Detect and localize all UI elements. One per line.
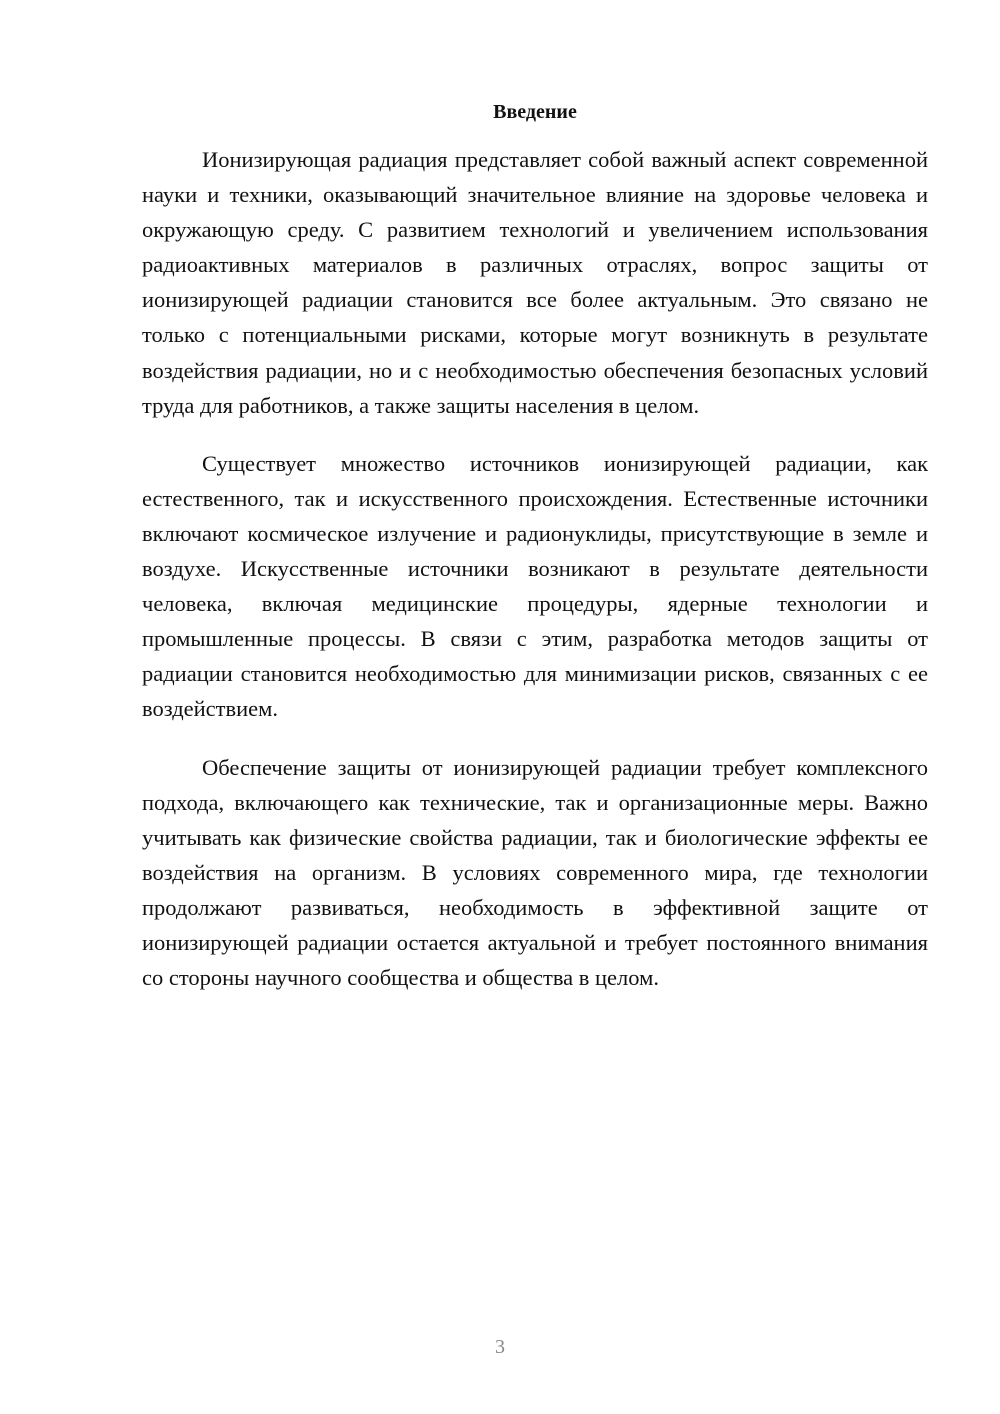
paragraph-3: Обеспечение защиты от ионизирующей радиации требует комплексного подхода, включающего как технические, так и организационные меры. Важно учитывать как физические свойства радиации, так и биологические эффекты ее воздействия на организм. В условиях современного мира, где технологии продолжают развиваться, необходимость в эффективной защите от ионизирующей радиации остается актуальной и требует постоянного внимания со стороны научного сообщества и общества в целом. <box>142 754 928 991</box>
paragraph-1: Ионизирующая радиация представляет собой важный аспект современной науки и техники, оказывающий значительное влияние на здоровье человека и окружающую среду. С развитием технологий и увеличением использования радиоактивных материалов в различных отраслях, вопрос защиты от ионизирующей радиации становится все более актуальным. Это связано не только с потенциальными рисками, которые могут возникнуть в результате воздействия радиации, но и с необходимостью обеспечения безопасных условий труда для работников, а также защиты населения в целом. <box>142 147 928 418</box>
page-title: Введение <box>493 101 577 123</box>
paragraph-2: Существует множество источников ионизирующей радиации, как естественного, так и искусственного происхождения. Естественные источники включают космическое излучение и радионуклиды, присутствующие в земле и воздухе. Искусственные источники возникают в результате деятельности человека, включая медицинские процедуры, ядерные технологии и промышленные процессы. В связи с этим, разработка методов защиты от радиации становится необходимостью для минимизации рисков, связанных с ее воздействием. <box>142 450 928 722</box>
page-number: 3 <box>495 1336 505 1358</box>
body-text <box>142 142 928 1018</box>
